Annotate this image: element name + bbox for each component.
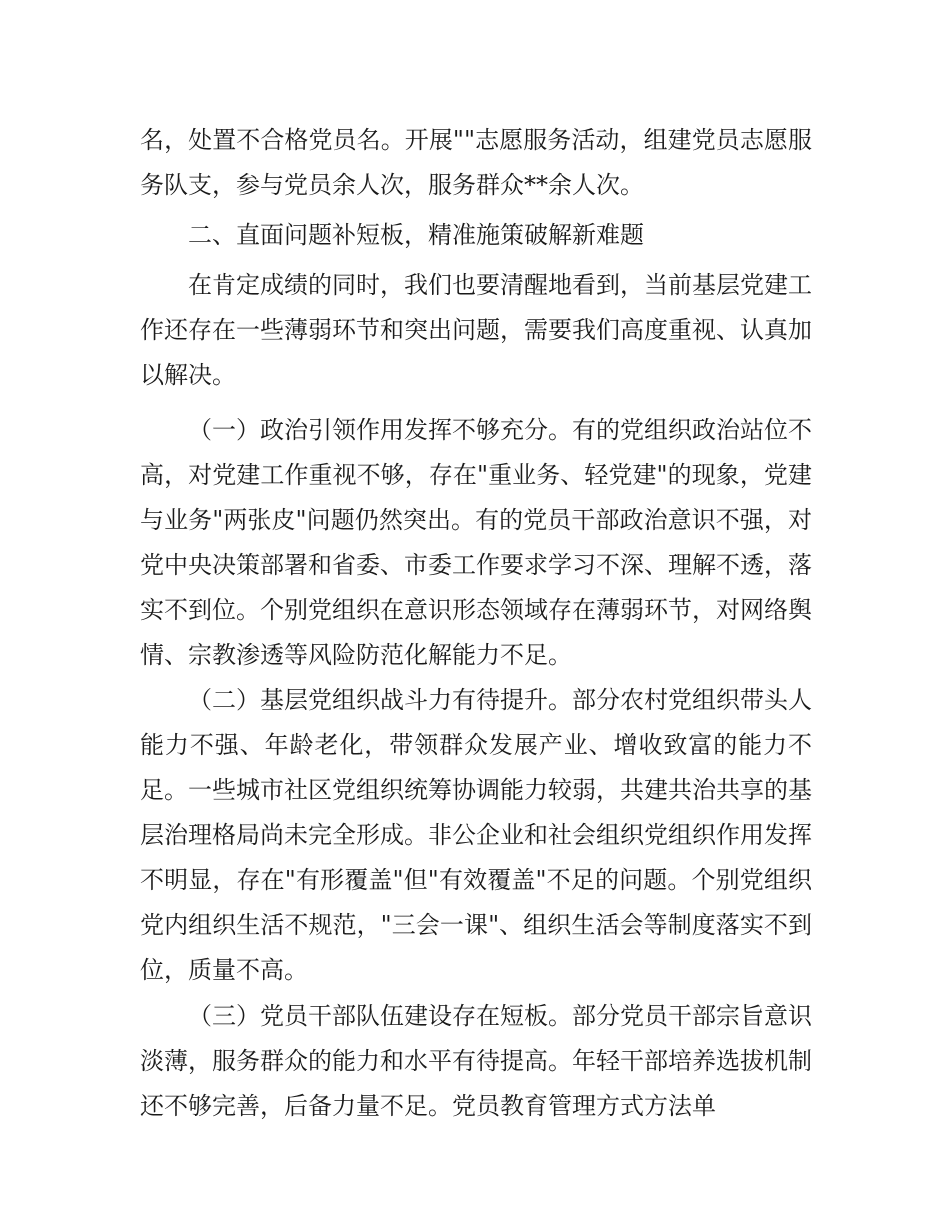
section-heading-text: 二、直面问题补短板，精准施策破解新难题 [188,221,644,249]
paragraph-continued [140,118,812,208]
paragraph-text: 名，处置不合格党员名。开展""志愿服务活动，组建党员志愿服务队支，参与党员余人次，服务群众**余人次。 [140,126,812,199]
paragraph-text: （一）政治引领作用发挥不够充分。有的党组织政治站位不高，对党建工作重视不够，存在"重业务、轻党建"的现象，党建与业务"两张皮"问题仍然突出。有的党员干部政治意识不强，对党中央决策部署和省委、市委工作要求学习不深、理解不透，落实不到位。个别党组织在意识形态领域存在薄弱环节，对网络舆情、宗教渗透等风险防范化解能力不足。 [140,416,812,669]
paragraph-item-2 [140,678,812,993]
paragraph-item-3 [140,994,812,1129]
paragraph-intro [140,263,812,398]
section-heading [140,213,812,258]
paragraph-text: （三）党员干部队伍建设存在短板。部分党员干部宗旨意识淡薄，服务群众的能力和水平有待提高。年轻干部培养选拔机制还不够完善，后备力量不足。党员教育管理方式方法单 [140,1002,812,1120]
paragraph-text: （二）基层党组织战斗力有待提升。部分农村党组织带头人能力不强、年龄老化，带领群众发展产业、增收致富的能力不足。一些城市社区党组织统筹协调能力较弱，共建共治共享的基层治理格局尚未完全形成。非公企业和社会组织党组织作用发挥不明显，存在"有形覆盖"但"有效覆盖"不足的问题。个别党组织党内组织生活不规范，"三会一课"、组织生活会等制度落实不到位，质量不高。 [140,686,812,984]
paragraph-item-1 [140,408,812,678]
paragraph-text: 在肯定成绩的同时，我们也要清醒地看到，当前基层党建工作还存在一些薄弱环节和突出问题，需要我们高度重视、认真加以解决。 [140,271,812,389]
